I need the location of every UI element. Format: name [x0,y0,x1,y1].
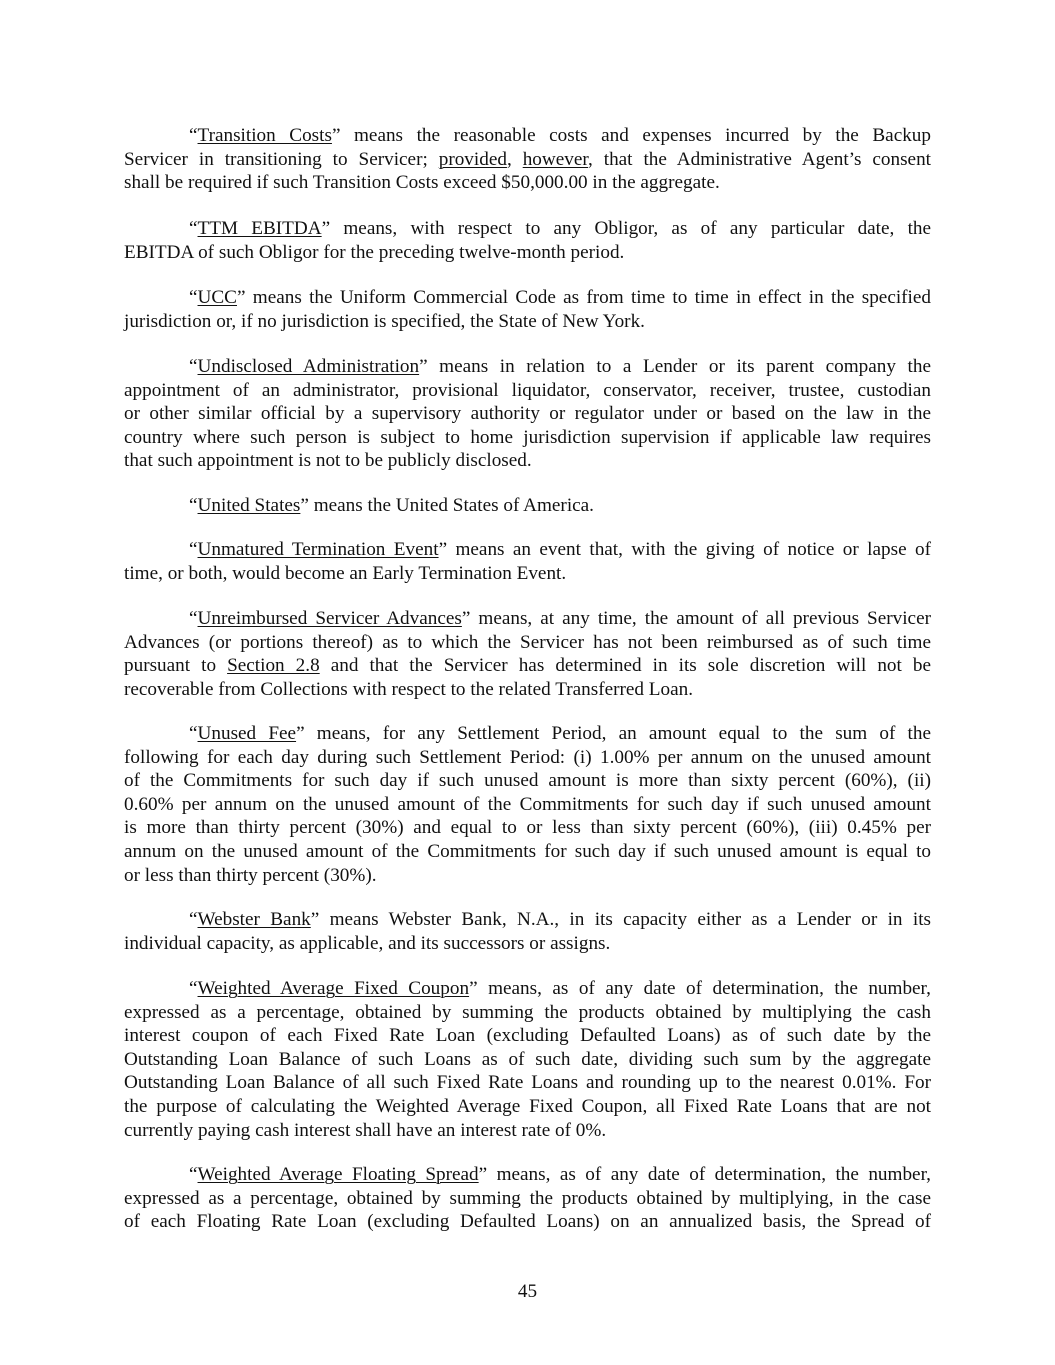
line: or other similar official by a supervisory authority or regulator under or based on the law in the [124,403,931,425]
line: recoverable from Collections with respect to the related Transferred Loan. [124,678,694,700]
line: following for each day during such Settlement Period: (i) 1.00% per annum on the unused amount [124,746,931,768]
line: of each Floating Rate Loan (excluding Defaulted Loans) on an annualized basis, the Spread of [124,1211,931,1233]
line: appointment of an administrator, provisional liquidator, conservator, receiver, trustee, custodian [124,379,931,401]
line: “Weighted Average Floating Spread” means, as of any date of determination, the number, [189,1164,931,1185]
line: “UCC” means the Uniform Commercial Code as from time to time in effect in the specified [189,287,931,308]
defined-term: UCC [197,287,237,308]
defined-term: United States [197,495,301,516]
definition-unmatured-termination-event [124,538,931,585]
line: of the Commitments for such day if such unused amount is more than sixty percent (60%), (ii) [124,770,931,792]
line: is more than thirty percent (30%) and equal to or less than sixty percent (60%), (iii) 0.45% per [124,817,931,839]
line: annum on the unused amount of the Commitments for such day if such unused amount is equal to [124,840,931,862]
line: “Webster Bank” means Webster Bank, N.A., in its capacity either as a Lender or in its [189,909,931,930]
emphasis-provided: provided [438,148,507,170]
line: “Weighted Average Fixed Coupon” means, as of any date of determination, the number, [189,978,931,999]
line: shall be required if such Transition Costs exceed $50,000.00 in the aggregate. [124,172,720,194]
line: Outstanding Loan Balance of all such Fixed Rate Loans and rounding up to the nearest 0.01%. For [124,1072,931,1094]
definition-unreimbursed-servicer-advances [124,607,931,701]
line: individual capacity, as applicable, and its successors or assigns. [124,932,611,954]
line: EBITDA of such Obligor for the preceding twelve-month period. [124,241,625,263]
line: “Unreimbursed Servicer Advances” means, at any time, the amount of all previous Servicer [189,608,931,629]
definition-ucc [124,286,931,333]
defined-term: Undisclosed Administration [197,356,420,377]
line: expressed as a percentage, obtained by summing the products obtained by multiplying, in the case [124,1187,931,1209]
line: currently paying cash interest shall have an interest rate of 0%. [124,1119,607,1141]
defined-term: Weighted Average Floating Spread [197,1164,479,1185]
defined-term: Transition Costs [197,125,332,146]
line: “United States” means the United States of America. [189,495,594,516]
defined-term: Unreimbursed Servicer Advances [197,608,462,629]
line: that such appointment is not to be publicly disclosed. [124,450,532,472]
section-reference: Section 2.8 [227,655,320,677]
line: 0.60% per annum on the unused amount of the Commitments for such day if such unused amount [124,793,931,815]
definition-ttm-ebitda [124,217,931,264]
line: or less than thirty percent (30%). [124,864,377,886]
line: “Transition Costs” means the reasonable costs and expenses incurred by the Backup [189,125,931,146]
defined-term: Weighted Average Fixed Coupon [197,978,470,999]
page-number: 45 [517,1281,538,1302]
definition-undisclosed-administration [124,355,931,473]
definition-weighted-average-floating-spread [124,1163,931,1234]
line: time, or both, would become an Early Termination Event. [124,562,567,584]
definition-unused-fee [124,722,931,887]
line: “Unmatured Termination Event” means an event that, with the giving of notice or lapse of [189,539,931,560]
line: interest coupon of each Fixed Rate Loan (excluding Defaulted Loans) as of such date by the [124,1025,931,1047]
definition-united-states [124,494,931,518]
line: the purpose of calculating the Weighted Average Fixed Coupon, all Fixed Rate Loans that are not [124,1095,931,1117]
defined-term: Unused Fee [197,723,297,744]
definition-webster-bank [124,908,931,955]
definition-weighted-average-fixed-coupon [124,977,931,1142]
line: Advances (or portions thereof) as to which the Servicer has not been reimbursed as of such time [124,631,931,653]
defined-term: Unmatured Termination Event [197,539,439,560]
line: country where such person is subject to home jurisdiction supervision if applicable law requires [124,426,931,448]
line: expressed as a percentage, obtained by summing the products obtained by multiplying the cash [124,1001,931,1023]
line: Outstanding Loan Balance of such Loans as of such date, dividing such sum by the aggregate [124,1048,931,1070]
defined-term: TTM EBITDA [197,218,322,239]
defined-term: Webster Bank [197,909,311,930]
line: “Undisclosed Administration” means in relation to a Lender or its parent company the [189,356,931,377]
line: Servicer in transitioning to Servicer; provided, however, that the Administrative Agent’s consent [124,148,931,170]
line: pursuant to Section 2.8 and that the Servicer has determined in its sole discretion will not be [124,655,931,677]
line: jurisdiction or, if no jurisdiction is specified, the State of New York. [124,310,645,332]
line: “Unused Fee” means, for any Settlement Period, an amount equal to the sum of the [189,723,931,744]
line: “TTM EBITDA” means, with respect to any Obligor, as of any particular date, the [189,218,932,239]
definition-transition-costs [124,124,931,195]
emphasis-however: however [522,148,588,170]
